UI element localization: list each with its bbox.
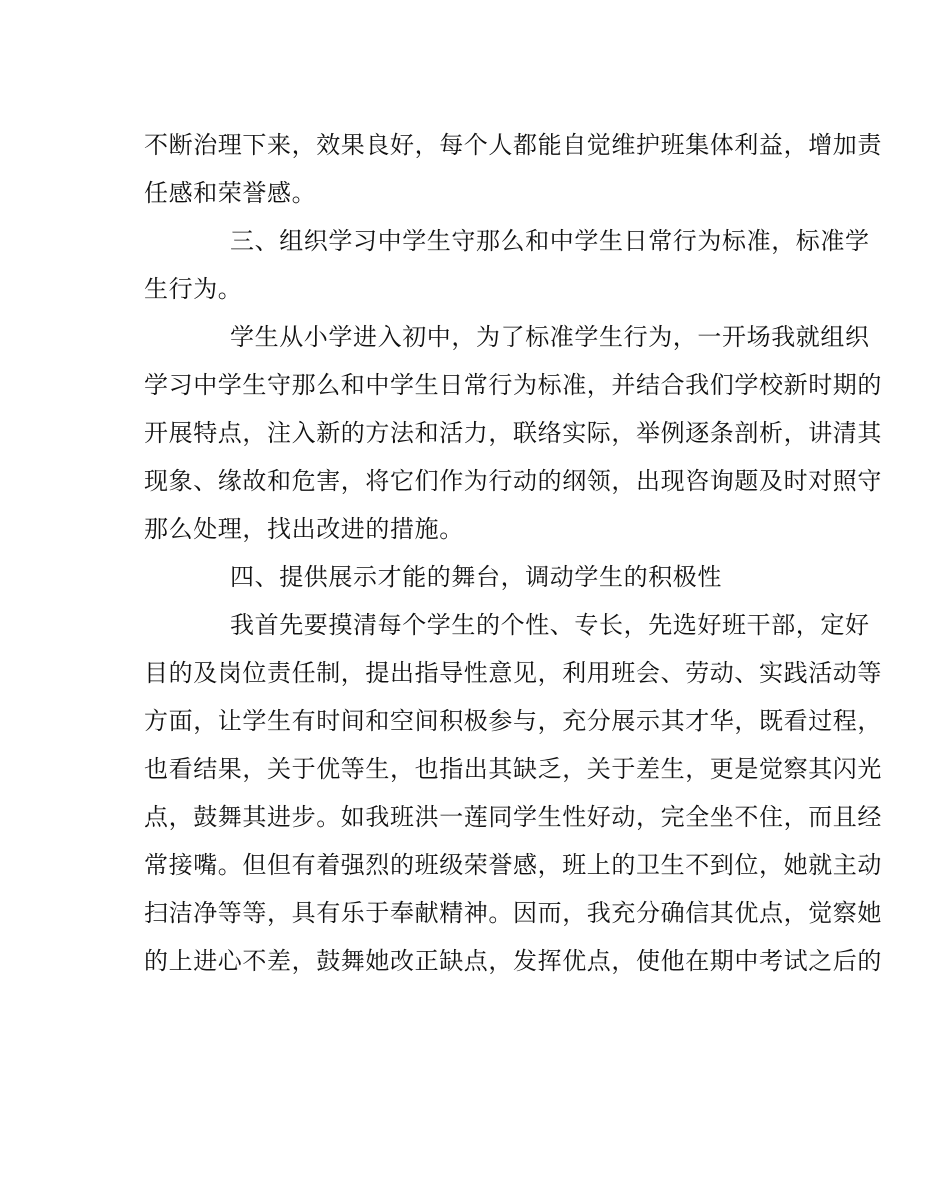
paragraph-stage <box>144 601 882 985</box>
document-body <box>144 121 882 985</box>
paragraph-standards <box>144 313 882 553</box>
text-line: 学生从小学进入初中，为了标准学生行为，一开场我就组织 <box>230 323 870 351</box>
text-line: 不断治理下来，效果良好，每个人都能自觉维护班集体利益，增加责 <box>144 131 882 159</box>
text-line: 方面，让学生有时间和空间积极参与，充分展示其才华，既看过程， <box>144 707 882 735</box>
text-line: 三、组织学习中学生守那么和中学生日常行为标准，标准学 <box>230 227 870 255</box>
text-line: 那么处理，找出改进的措施。 <box>144 515 464 543</box>
text-line: 四、提供展示才能的舞台，调动学生的积极性 <box>230 563 722 591</box>
text-line: 也看结果，关于优等生，也指出其缺乏，关于差生，更是觉察其闪光 <box>144 755 882 783</box>
text-line: 任感和荣誉感。 <box>144 179 317 207</box>
text-line: 目的及岗位责任制，提出指导性意见，利用班会、劳动、实践活动等 <box>144 659 882 687</box>
text-line: 常接嘴。但但有着强烈的班级荣誉感，班上的卫生不到位，她就主动 <box>144 851 882 879</box>
text-line: 扫洁净等等，具有乐于奉献精神。因而，我充分确信其优点，觉察她 <box>144 899 882 927</box>
text-line: 生行为。 <box>144 275 243 303</box>
text-line: 开展特点，注入新的方法和活力，联络实际，举例逐条剖析，讲清其 <box>144 419 882 447</box>
text-line: 的上进心不差，鼓舞她改正缺点，发挥优点，使他在期中考试之后的 <box>144 947 882 975</box>
paragraph-continuation <box>144 121 882 217</box>
section-heading-four <box>144 553 799 601</box>
section-heading-three <box>144 217 870 313</box>
text-line: 点，鼓舞其进步。如我班洪一莲同学生性好动，完全坐不住，而且经 <box>144 803 882 831</box>
text-line: 我首先要摸清每个学生的个性、专长，先选好班干部，定好 <box>230 611 870 639</box>
text-line: 学习中学生守那么和中学生日常行为标准，并结合我们学校新时期的 <box>144 371 882 399</box>
text-line: 现象、缘故和危害，将它们作为行动的纲领，出现咨询题及时对照守 <box>144 467 882 495</box>
